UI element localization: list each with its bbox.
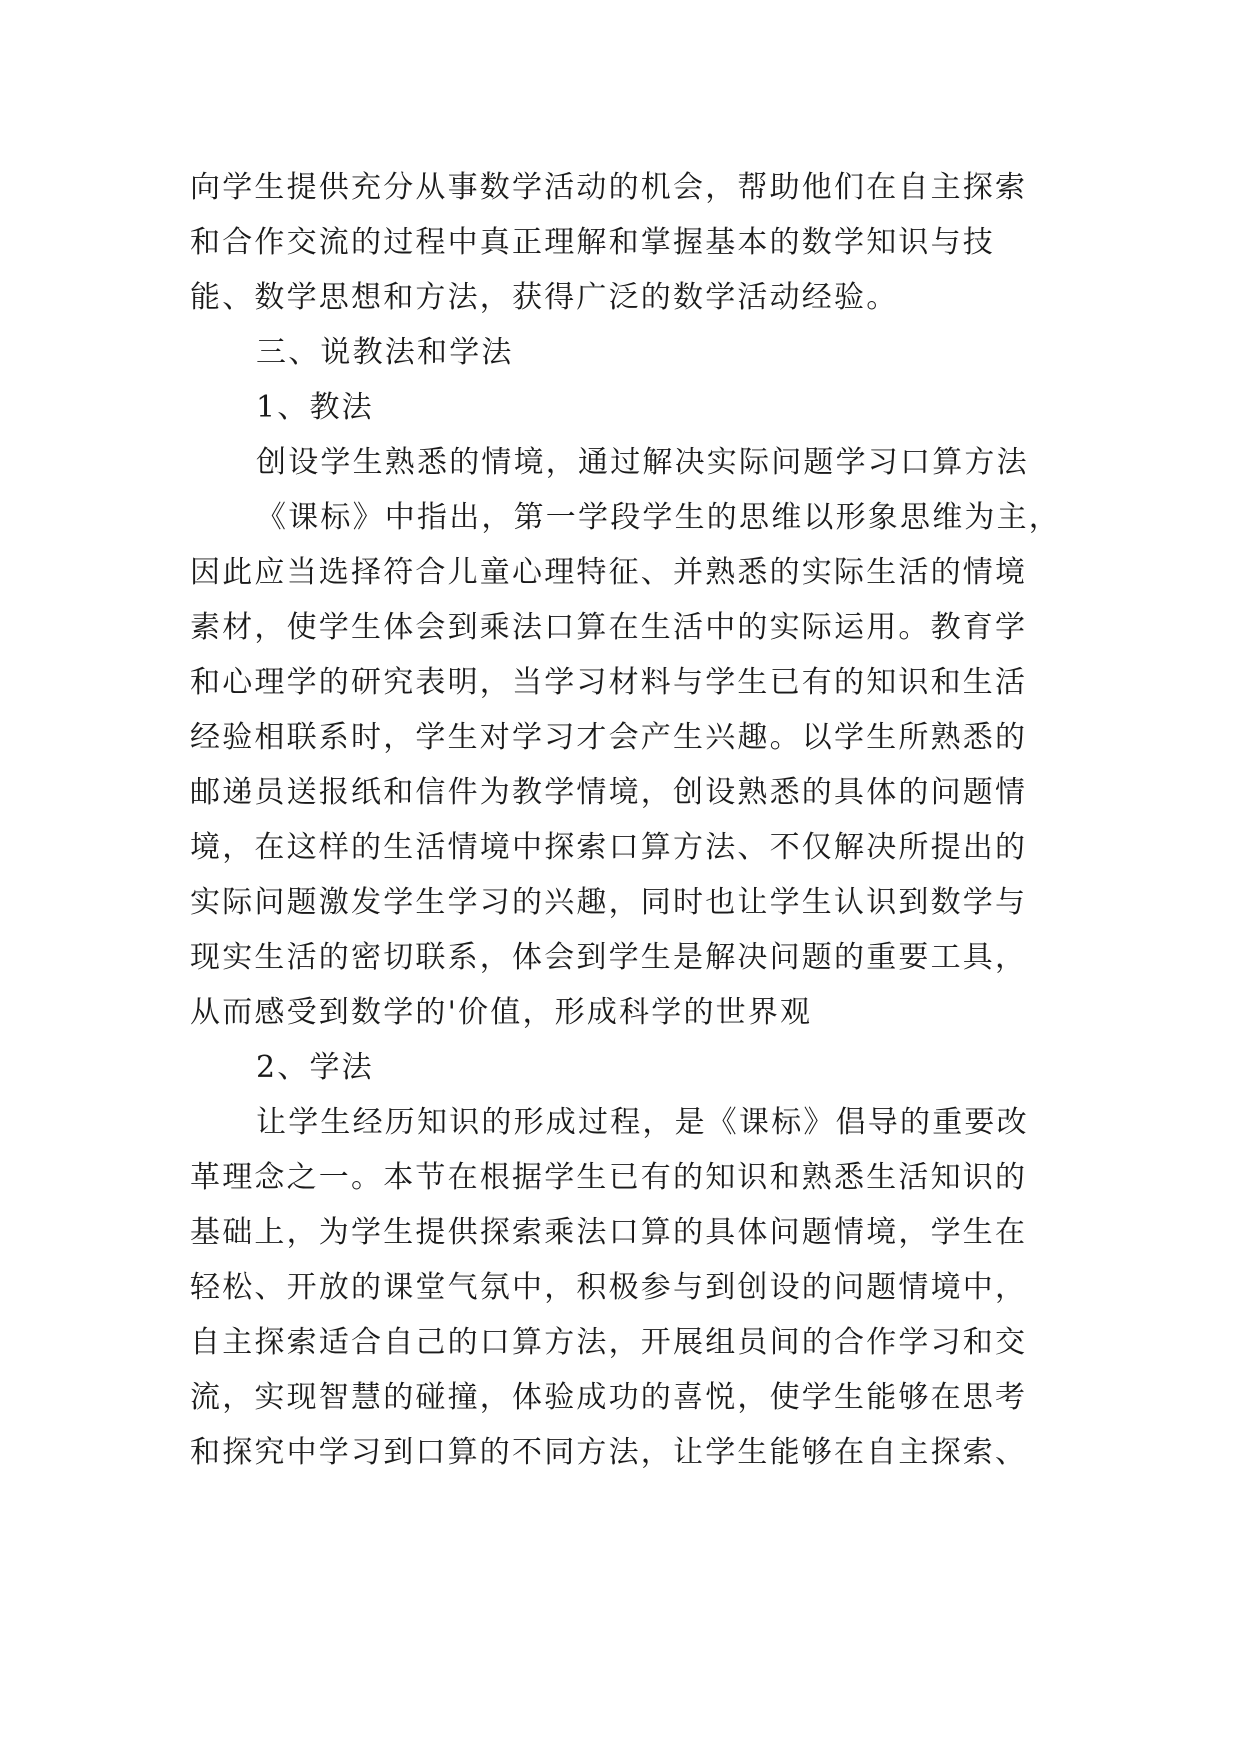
body-text-line: 邮递员送报纸和信件为教学情境，创设熟悉的具体的问题情 xyxy=(190,775,1028,810)
body-text-line: 流，实现智慧的碰撞，体验成功的喜悦，使学生能够在思考 xyxy=(190,1380,1028,1415)
subsection-heading: 1、教法 xyxy=(256,390,374,425)
body-text-line: 经验相联系时，学生对学习才会产生兴趣。以学生所熟悉的 xyxy=(190,720,1028,755)
subsection-heading: 2、学法 xyxy=(256,1050,374,1085)
body-text-line: 素材，使学生体会到乘法口算在生活中的实际运用。教育学 xyxy=(190,610,1028,645)
body-text-line: 自主探索适合自己的口算方法，开展组员间的合作学习和交 xyxy=(190,1325,1028,1360)
body-text-line: 实际问题激发学生学习的兴趣，同时也让学生认识到数学与 xyxy=(190,885,1028,920)
body-text-line: 从而感受到数学的'价值，形成科学的世界观 xyxy=(190,995,813,1030)
body-text-line: 因此应当选择符合儿童心理特征、并熟悉的实际生活的情境 xyxy=(190,555,1028,590)
body-text-line: 向学生提供充分从事数学活动的机会，帮助他们在自主探索 xyxy=(190,170,1028,205)
body-text-line: 和心理学的研究表明，当学习材料与学生已有的知识和生活 xyxy=(190,665,1028,700)
body-text-line: 能、数学思想和方法，获得广泛的数学活动经验。 xyxy=(190,280,899,315)
body-text-line: 轻松、开放的课堂气氛中，积极参与到创设的问题情境中， xyxy=(190,1270,1028,1305)
body-text-line: 革理念之一。本节在根据学生已有的知识和熟悉生活知识的 xyxy=(190,1160,1028,1195)
section-heading: 三、说教法和学法 xyxy=(256,335,514,370)
body-text-line: 和合作交流的过程中真正理解和掌握基本的数学知识与技 xyxy=(190,225,995,260)
body-text-line: 现实生活的密切联系，体会到学生是解决问题的重要工具， xyxy=(190,940,1028,975)
body-text-line: 让学生经历知识的形成过程，是《课标》倡导的重要改 xyxy=(256,1105,1029,1140)
body-text-line: 基础上，为学生提供探索乘法口算的具体问题情境，学生在 xyxy=(190,1215,1028,1250)
body-text-line: 《课标》中指出，第一学段学生的思维以形象思维为主， xyxy=(256,500,1061,535)
body-text-line: 境，在这样的生活情境中探索口算方法、不仅解决所提出的 xyxy=(190,830,1028,865)
body-text-line: 和探究中学习到口算的不同方法，让学生能够在自主探索、 xyxy=(190,1435,1028,1470)
body-text-line: 创设学生熟悉的情境，通过解决实际问题学习口算方法 xyxy=(256,445,1029,480)
